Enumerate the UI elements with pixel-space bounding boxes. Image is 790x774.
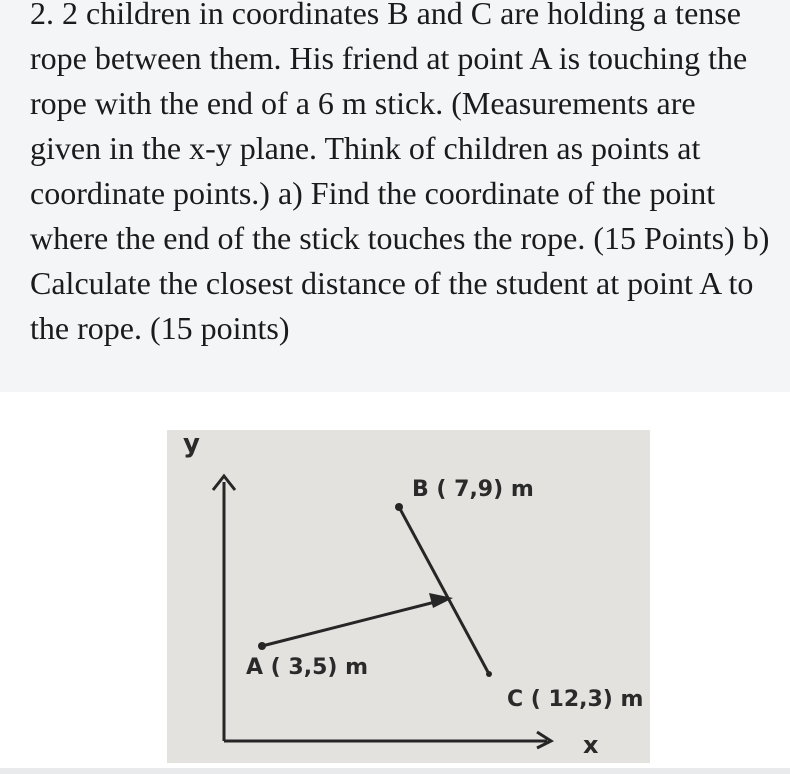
diagram-background: [167, 430, 650, 763]
point-a-label: A ( 3,5) m: [246, 655, 369, 680]
point-b-label: B ( 7,9) m: [412, 477, 534, 502]
coordinate-diagram: [167, 430, 650, 763]
point-a-marker: [258, 642, 266, 650]
point-c-marker: [486, 671, 492, 677]
point-b-marker: [395, 503, 403, 511]
point-c-label: C ( 12,3) m: [507, 687, 644, 712]
bottom-bar: [0, 768, 790, 774]
y-axis-label: y: [183, 430, 200, 459]
x-axis-label: x: [583, 731, 599, 759]
diagram-svg: [167, 430, 650, 763]
question-text: 2. 2 children in coordinates B and C are holding a tense rope between them. His friend at point A is touching the rope with the end of a 6 m stick. (Measurements are given in the x-y plane. Think of children as points at coordinate points.) a) Find the coordinate of the point where the end of the stick touches the rope. (15 Points) b) Calculate the closest distance of the student at point A to the rope. (15 points): [30, 0, 770, 346]
